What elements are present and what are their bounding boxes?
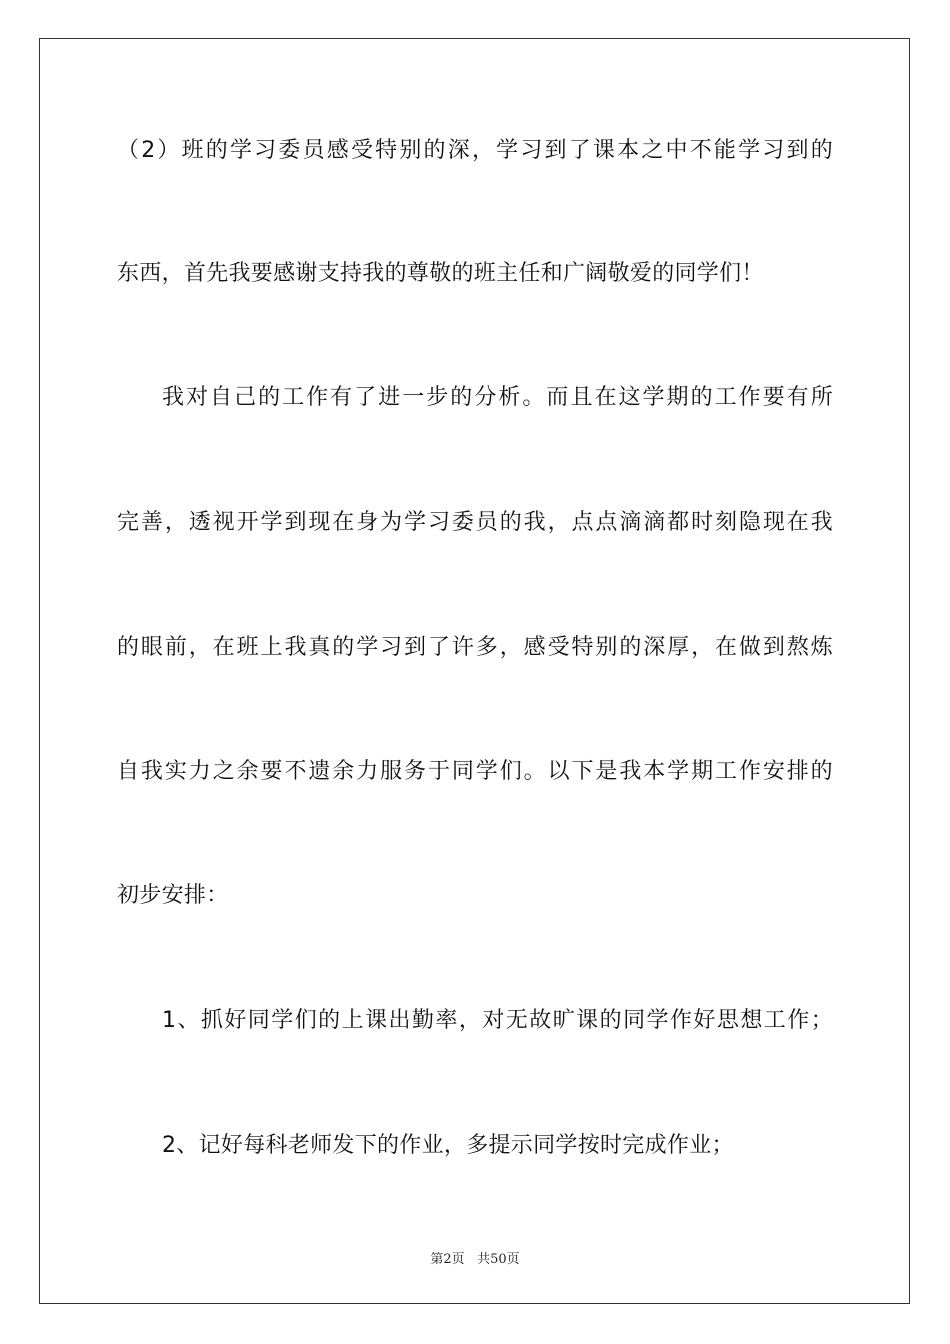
paragraph-line-6: 自我实力之余要不遗余力服务于同学们。以下是我本学期工作安排的 — [117, 759, 833, 784]
paragraph-line-5: 的眼前，在班上我真的学习到了许多，感受特别的深厚，在做到熬炼 — [117, 635, 833, 660]
list-item-2: 2、记好每科老师发下的作业，多提示同学按时完成作业； — [162, 1133, 734, 1158]
paragraph-line-7: 初步安排： — [117, 883, 229, 908]
page-footer — [0, 1248, 950, 1267]
paragraph-line-2: 东西，首先我要感谢支持我的尊敬的班主任和广阔敬爱的同学们！ — [117, 261, 764, 286]
list-item-1: 1、抓好同学们的上课出勤率，对无故旷课的同学作好思想工作； — [162, 1008, 833, 1033]
page-number: 第2页 — [430, 1252, 465, 1267]
page-total: 共50页 — [477, 1252, 520, 1267]
paragraph-line-4: 完善，透视开学到现在身为学习委员的我，点点滴滴都时刻隐现在我 — [117, 510, 833, 535]
page-frame — [39, 38, 910, 1304]
paragraph-line-3: 我对自己的工作有了进一步的分析。而且在这学期的工作要有所 — [162, 385, 833, 410]
paragraph-line-1: （2）班的学习委员感受特别的深，学习到了课本之中不能学习到的 — [117, 138, 833, 163]
